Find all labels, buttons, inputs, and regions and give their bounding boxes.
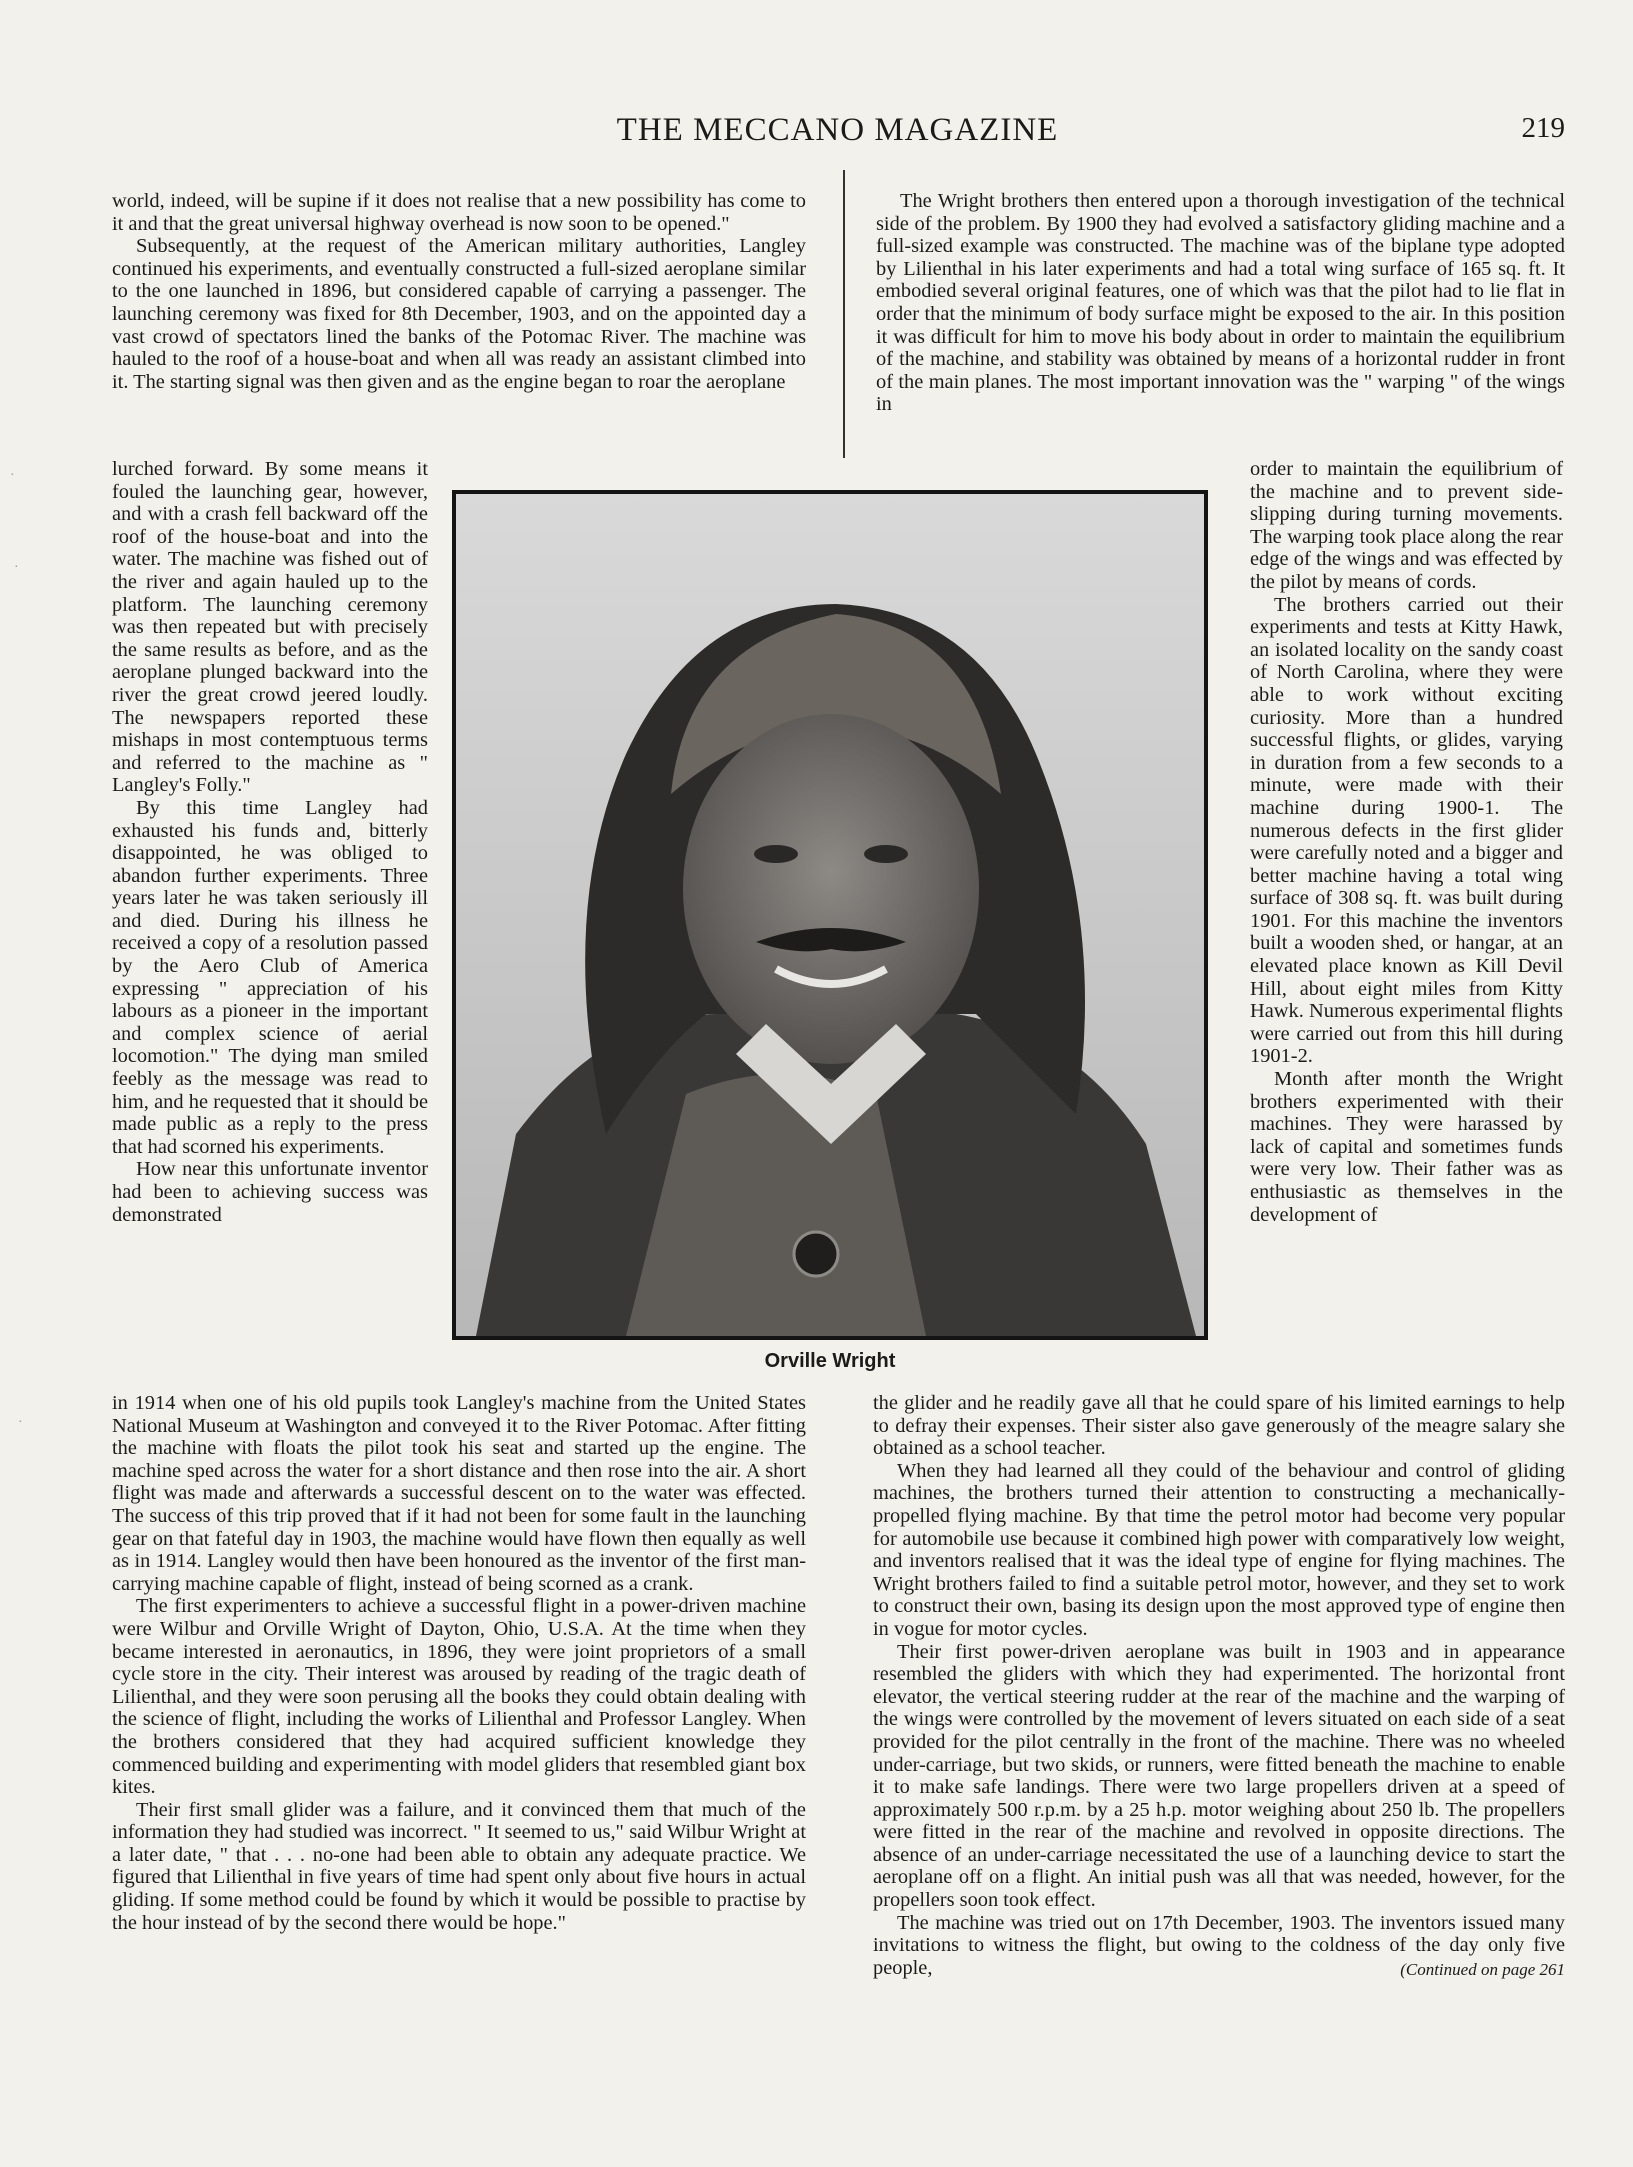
right-column-top xyxy=(876,190,1565,416)
right-column-narrow xyxy=(1250,458,1563,1226)
paragraph: the glider and he readily gave all that he could spare of his limited earnings to help to defray their expenses. Their sister also gave generously of the meagre salary she obtained as a school teacher. xyxy=(873,1392,1565,1460)
magazine-title: THE MECCANO MAGAZINE xyxy=(616,112,1059,148)
margin-mark: · xyxy=(14,560,19,575)
photo-caption: Orville Wright xyxy=(764,1350,896,1372)
continued-note: (Continued on page 261 xyxy=(1400,1959,1565,1979)
paragraph: Their first power-driven aeroplane was built in 1903 and in appearance resembled the gliders with which they had experimented. The horizontal front elevator, the vertical steering rudder at the rear of the machine and the warping of the wings were controlled by the movement of levers situated on each side of a seat provided for the pilot centrally in the front of the machine. There was no wheeled under-carriage, but two skids, or runners, were fitted beneath the machine to enable it to make safe landings. There were two large propellers driven at a speed of approximately 500 r.p.m. by a 25 h.p. motor weighing about 250 lb. The propellers were fitted in the rear of the machine and revolved in opposite directions. The absence of an under-carriage necessitated the use of a launching device to start the aeroplane off on a flight. An initial push was all that was needed, however, for the propellers soon took effect. xyxy=(873,1640,1565,1912)
paragraph: in 1914 when one of his old pupils took Langley's machine from the United States National Museum at Washington and conveyed it to the River Potomac. After fitting the machine with floats the pilot took his seat and started up the engine. The machine sped across the water for a short distance and then rose into the air. A short flight was made and afterwards a successful descent on to the water was effected. The success of this trip proved that if it had not been for some fault in the launching gear on that fateful day in 1903, the machine would have flown then equally as well as in 1914. Langley would then have been honoured as the inventor of the first man-carrying machine capable of flight, instead of being scorned as a crank. xyxy=(112,1392,806,1595)
margin-mark: · xyxy=(18,1415,23,1430)
paragraph: Their first small glider was a failure, and it convinced them that much of the information they had studied was incorrect. " It seemed to us," said Wilbur Wright at a later date, " that . . . no-one had been able to obtain any adequate practice. We figured that Lilienthal in five years of time had spent only about five hours in actual gliding. If some method could be found by which it would be possible to practise by the hour instead of by the second there would be hope." xyxy=(112,1798,806,1934)
column-divider xyxy=(843,170,845,458)
paragraph: The first experimenters to achieve a successful flight in a power-driven machine were Wilbur and Orville Wright of Dayton, Ohio, U.S.A. At the time when they became interested in aeronautics, in 1896, they were joint proprietors of a small cycle store in the city. Their interest was aroused by reading of the tragic death of Lilienthal, and they were soon perusing all the books they could obtain dealing with the science of flight, including the works of Lilienthal and Professor Langley. When the brothers considered that they had acquired sufficient knowledge they commenced building and experimenting with model gliders that resembled giant box kites. xyxy=(112,1595,806,1799)
paragraph: When they had learned all they could of the behaviour and control of gliding machines, the brothers turned their attention to constructing a mechanically-propelled flying machine. By that time the petrol motor had become very popular for automobile use because it combined high power with comparatively low weight, and inventors realised that it was the ideal type of engine for flying machines. The Wright brothers failed to find a suitable petrol motor, however, and they set to work to construct their own, basing its design upon the most approved type of engine then in vogue for motor cycles. xyxy=(873,1459,1565,1640)
paragraph: order to maintain the equilibrium of the machine and to prevent side-slipping during turning movements. The warping took place along the rear edge of the wings and was effected by the pilot by means of cords. xyxy=(1250,458,1563,593)
paragraph: lurched forward. By some means it fouled the launching gear, however, and with a crash fell backward off the roof of the house-boat and into the water. The machine was fished out of the river and again hauled up to the platform. The launching ceremony was then repeated but with precisely the same results as before, and as the aeroplane plunged backward into the river the great crowd jeered loudly. The newspapers reported these mishaps in most contemptuous terms and referred to the machine as " Langley's Folly." xyxy=(112,458,428,797)
page-header xyxy=(110,112,1565,156)
paragraph xyxy=(873,1912,1565,1980)
paragraph: The brothers carried out their experiments and tests at Kitty Hawk, an isolated locality on the sandy coast of North Carolina, where they were able to work without exciting curiosity. More than a hundred successful flights, or glides, varying in duration from a few seconds to a minute, were made with their machine during 1900-1. The numerous defects in the first glider were carefully noted and a bigger and better machine having a total wing surface of 308 sq. ft. was built during 1901. For this machine the inventors built a wooden shed, or hangar, at an elevated place known as Kill Devil Hill, about eight miles from Kitty Hawk. Numerous experimental flights were carried out from this hill during 1901-2. xyxy=(1250,593,1563,1068)
paragraph: world, indeed, will be supine if it does not realise that a new possibility has come to it and that the great universal highway overhead is now soon to be opened." xyxy=(112,190,806,235)
paragraph: The Wright brothers then entered upon a thorough investigation of the technical side of the problem. By 1900 they had evolved a satisfactory gliding machine and a full-sized example was constructed. The machine was of the biplane type adopted by Lilienthal in his later experiments and had a total wing surface of 165 sq. ft. It embodied several original features, one of which was that the pilot had to lie flat in order that the minimum of body surface might be exposed to the air. In this position it was difficult for him to move his body about in order to maintain the equilibrium of the machine, and stability was obtained by means of a horizontal rudder in front of the main planes. The most important innovation was the " warping " of the wings in xyxy=(876,190,1565,416)
page-number: 219 xyxy=(1521,112,1565,144)
margin-mark: · xyxy=(10,468,15,483)
paragraph: Subsequently, at the request of the American military authorities, Langley continued his experiments, and eventually constructed a full-sized aeroplane similar to the one launched in 1896, but considered capable of carrying a passenger. The launching ceremony was fixed for 8th December, 1903, and on the appointed day a vast crowd of spectators lined the banks of the Potomac River. The machine was hauled to the roof of a house-boat and when all was ready an assistant climbed into it. The starting signal was then given and as the engine began to roar the aeroplane xyxy=(112,235,806,393)
left-column-narrow xyxy=(112,458,428,1226)
paragraph: Month after month the Wright brothers experimented with their machines. They were harassed by lack of capital and sometimes funds were very low. Their father was as enthusiastic as themselves in the development of xyxy=(1250,1068,1563,1226)
paragraph-text: The machine was tried out on 17th December, 1903. The inventors issued many invitations to witness the flight, but owing to the coldness of the day only five people, xyxy=(873,1911,1565,1979)
portrait-illustration xyxy=(456,494,1204,1336)
left-column-top xyxy=(112,190,806,393)
paragraph: How near this unfortunate inventor had been to achieving success was demonstrated xyxy=(112,1158,428,1226)
portrait-photo xyxy=(452,490,1208,1340)
paragraph: By this time Langley had exhausted his funds and, bitterly disappointed, he was obliged to abandon further experiments. Three years later he was taken seriously ill and died. During his illness he received a copy of a resolution passed by the Aero Club of America expressing " appreciation of his labours as a pioneer in the important and complex science of aerial locomotion." The dying man smiled feebly as the message was read to him, and he requested that it should be made public as a reply to the press that had scorned his experiments. xyxy=(112,796,428,1158)
left-column-bottom xyxy=(112,1392,806,1934)
right-column-bottom xyxy=(873,1392,1565,1981)
